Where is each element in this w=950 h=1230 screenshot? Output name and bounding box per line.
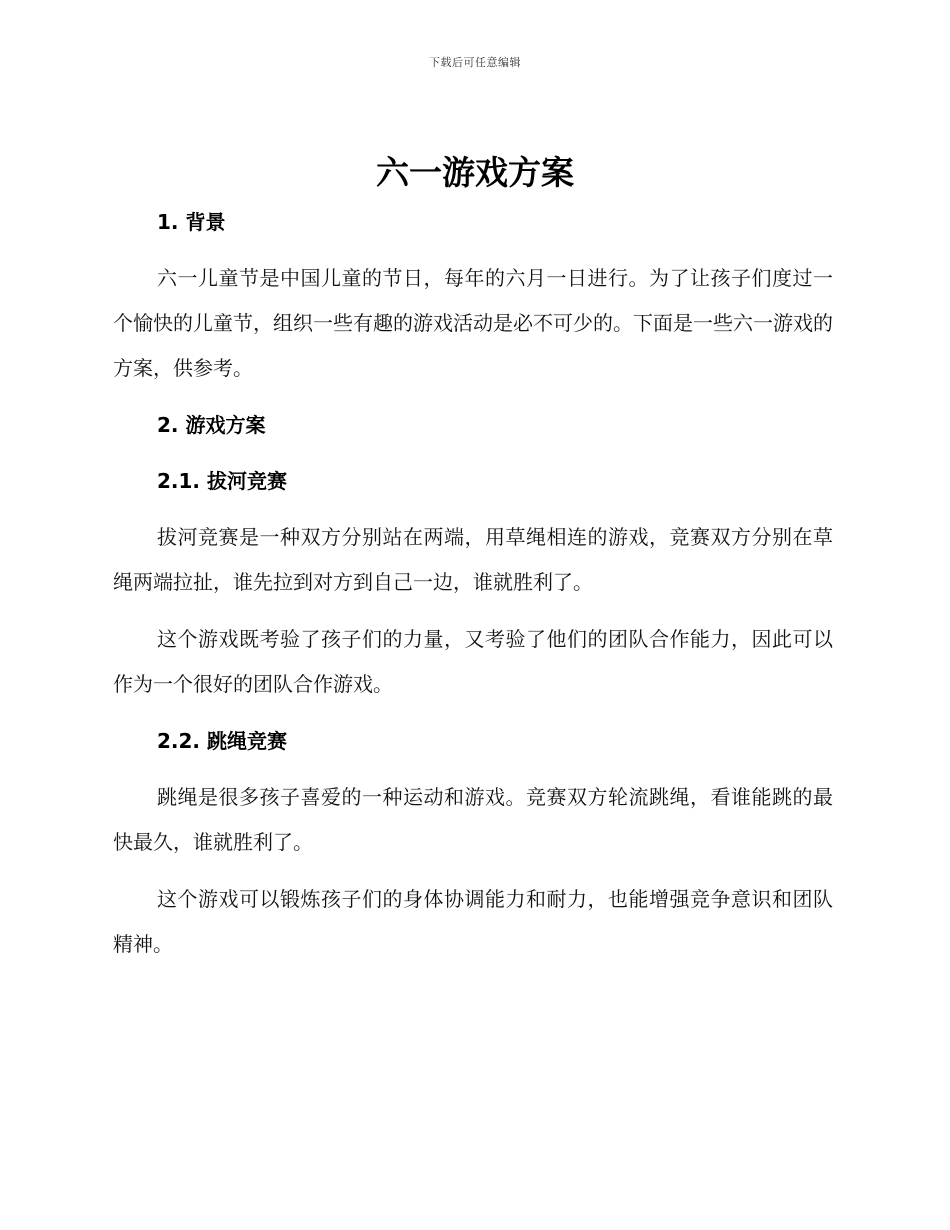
rope-skipping-paragraph-1: 跳绳是很多孩子喜爱的一种运动和游戏。竞赛双方轮流跳绳，看谁能跳的最快最久，谁就胜利了。 [113,785,833,854]
tug-of-war-paragraph-1: 拔河竞赛是一种双方分别站在两端，用草绳相连的游戏，竞赛双方分别在草绳两端拉扯，谁先拉到对方到自己一边，谁就胜利了。 [113,525,833,594]
page-header-note: 下载后可任意编辑 [429,56,521,69]
background-paragraph: 六一儿童节是中国儿童的节日，每年的六月一日进行。为了让孩子们度过一个愉快的儿童节，组织一些有趣的游戏活动是必不可少的。下面是一些六一游戏的方案，供参考。 [113,266,833,380]
subsection-heading-rope-skipping: 2.2. 跳绳竞赛 [157,729,287,753]
document-title: 六一游戏方案 [376,153,574,192]
section-heading-game-plan: 2. 游戏方案 [157,413,266,437]
tug-of-war-paragraph-2: 这个游戏既考验了孩子们的力量，又考验了他们的团队合作能力，因此可以作为一个很好的团队合作游戏。 [113,627,833,696]
rope-skipping-paragraph-2: 这个游戏可以锻炼孩子们的身体协调能力和耐力，也能增强竞争意识和团队精神。 [113,887,833,956]
document-body [113,200,833,967]
subsection-heading-tug-of-war: 2.1. 拔河竞赛 [157,469,287,493]
section-heading-background: 1. 背景 [157,210,226,234]
